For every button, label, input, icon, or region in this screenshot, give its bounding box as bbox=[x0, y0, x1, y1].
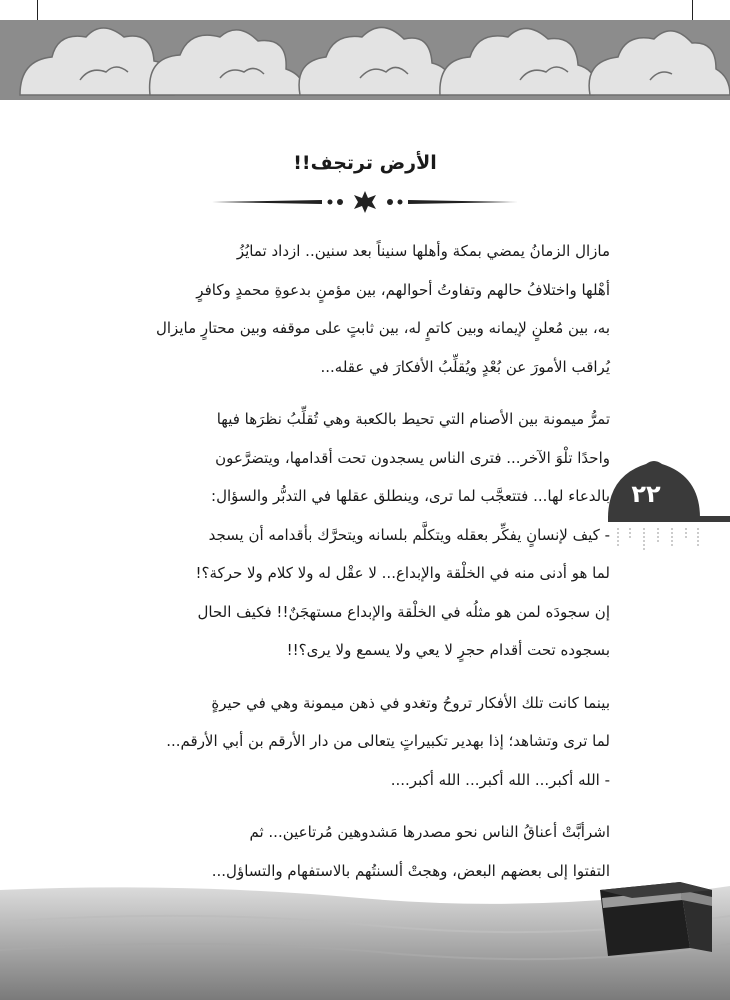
star-ornament-icon bbox=[212, 190, 518, 214]
text-line: لما ترى وتشاهد؛ إذا بهدير تكبيراتٍ يتعالى من دار الأرقم بن أبي الأرقم... bbox=[166, 732, 610, 750]
page-number: ٢٢ bbox=[631, 480, 661, 508]
text-line: يُراقب الأمورَ عن بُعْدٍ ويُقلِّبُ الأفكارَ في عقله... bbox=[320, 357, 610, 376]
kaaba-icon bbox=[600, 882, 712, 956]
bottom-landscape bbox=[0, 860, 730, 1000]
text-line: تمرُّ ميمونة بين الأصنام التي تحيط بالكعبة وهي تُقلِّبُ نظرَها فيها bbox=[216, 410, 610, 428]
text-line: - كيف لإنسانٍ يفكِّر بعقله ويتكلَّم بلسانه ويتحرَّك بأقدامه أن يسجد bbox=[208, 525, 610, 544]
text-line: واحدًا تلْوَ الآخر... فترى الناس يسجدون تحت أقدامها، ويتضرَّعون bbox=[215, 448, 610, 467]
text-line: أهْلها واختلافُ حالهم وتفاوتُ أحوالهم، بين مؤمنٍ بدعوةِ محمدٍ وكافرٍ bbox=[196, 280, 610, 299]
article-body bbox=[100, 232, 610, 890]
text-line: بسجوده تحت أقدام حجرٍ لا يعي ولا يسمع ولا يرى؟!! bbox=[286, 641, 610, 659]
paragraph-3 bbox=[100, 684, 610, 800]
text-line: اشرأبَّتْ أعناقُ الناس نحو مصدرها مَشدوهين مُرتاعين... ثم bbox=[249, 823, 610, 841]
text-line: - الله أكبر... الله أكبر... الله أكبر.... bbox=[390, 770, 610, 789]
text-line: به، بين مُعلنٍ لإيمانه وبين كاتمٍ له، بين ثابتٍ على موقفه وبين محتارٍ مايزال bbox=[155, 319, 610, 337]
text-line: مازال الزمانُ يمضي بمكة وأهلها سنيناً بعد سنين.. ازداد تمايُزُ bbox=[236, 242, 610, 260]
text-line: التفتوا إلى بعضهم البعض، وهجتْ ألسنتُهم بالاستفهام والتساؤل... bbox=[211, 861, 610, 880]
dome-badge-icon bbox=[600, 458, 730, 568]
text-line: لما هو أدنى منه في الخلْقة والإبداع... لا عقْل له ولا كلام ولا حركة؟! bbox=[195, 564, 610, 582]
page-title: الأرض ترتجف!! bbox=[293, 152, 437, 174]
cloud-ornament-band bbox=[0, 0, 730, 120]
paragraph-2 bbox=[100, 400, 610, 670]
text-line: إن سجودَه لمن هو مثلُه في الخلْقة والإبداع مستهجَنٌ!! فكيف الحال bbox=[197, 602, 610, 621]
text-line: بينما كانت تلك الأفكار تروحُ وتغدو في ذهن ميمونة وهي في حيرةٍ bbox=[211, 693, 610, 712]
paragraph-1 bbox=[100, 232, 610, 386]
text-line: بالدعاء لها... فتتعجَّب لما ترى، وينطلق عقلها في التدبُّر والسؤال: bbox=[211, 487, 610, 505]
